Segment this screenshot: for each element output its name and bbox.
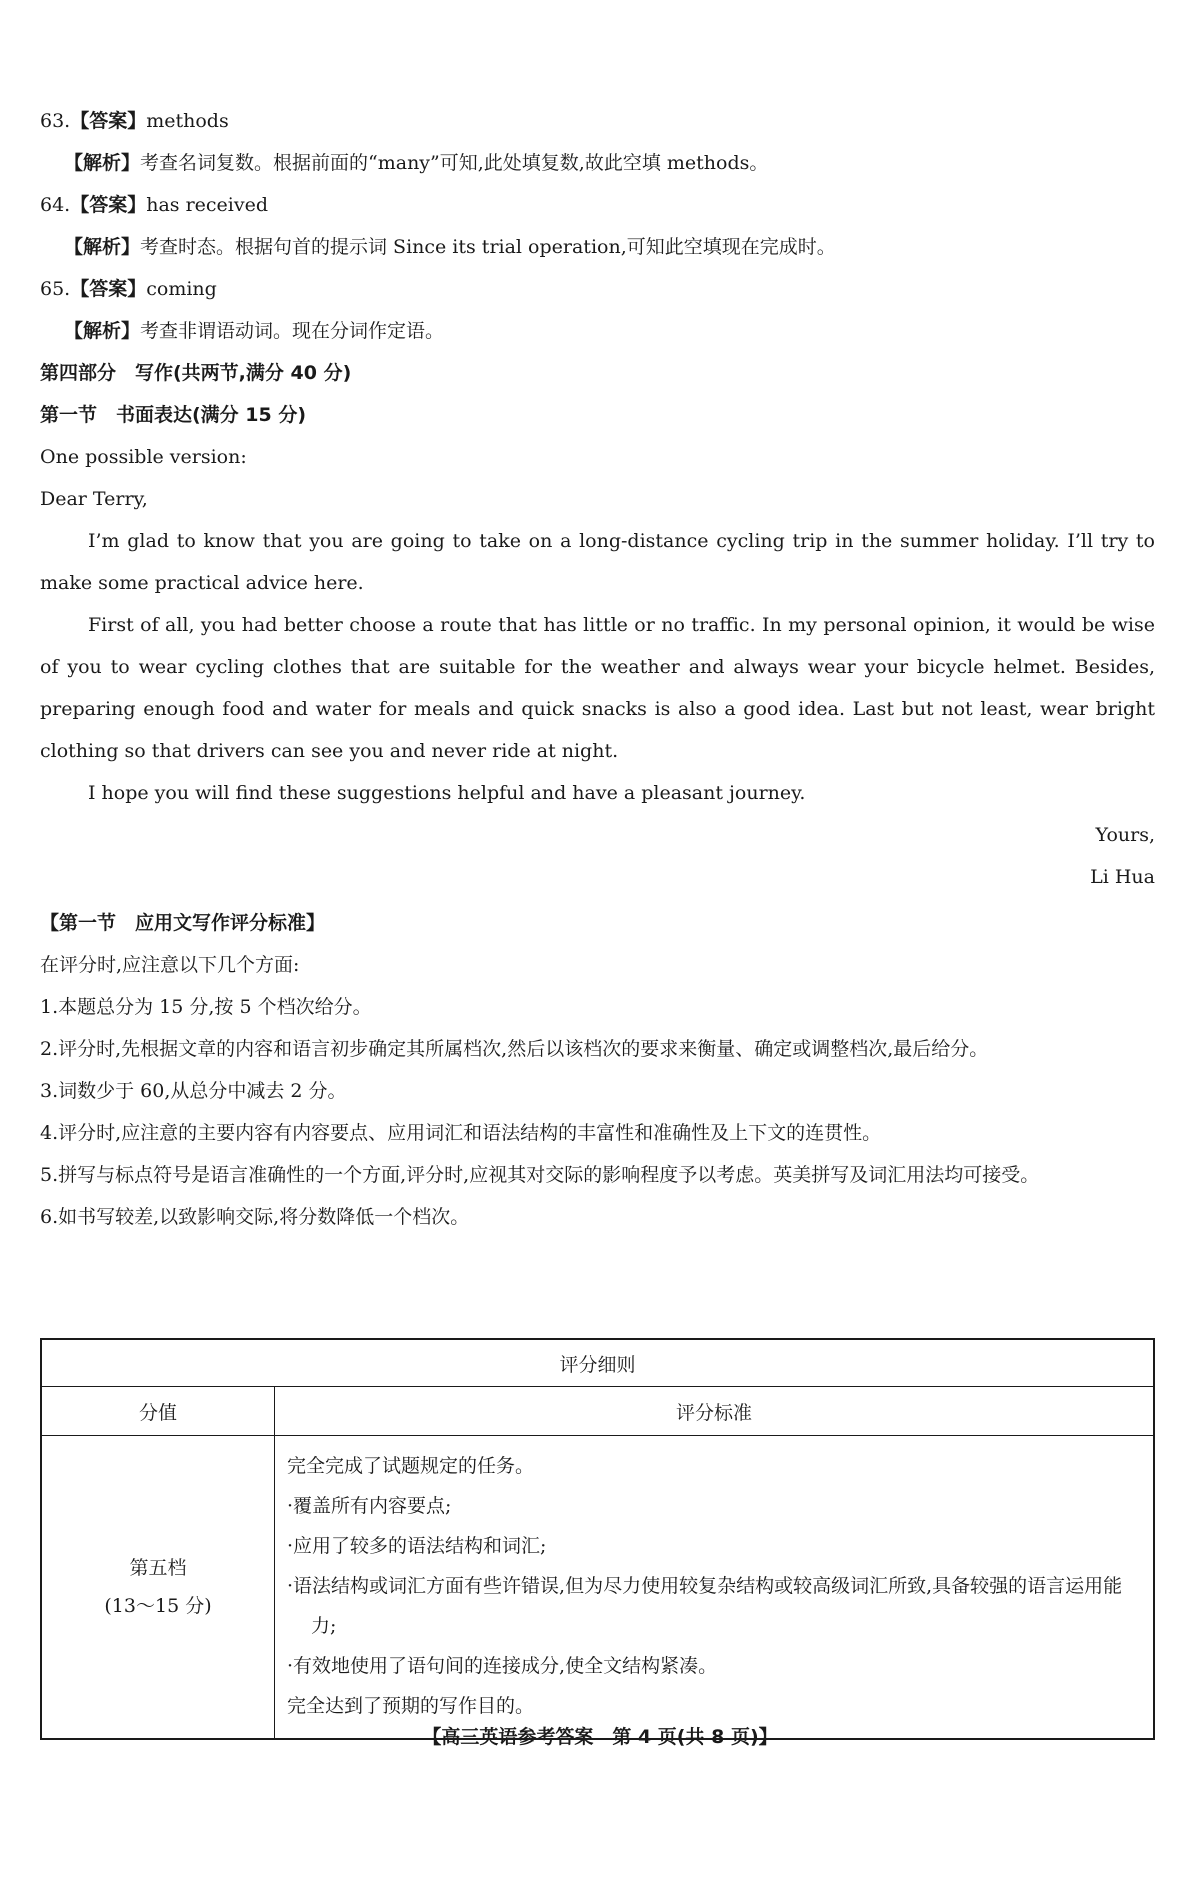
essay-greeting: Dear Terry,: [40, 488, 148, 510]
essay-closing: Yours,: [1095, 824, 1155, 846]
criteria-item-6: 6.如书写较差,以致影响交际,将分数降低一个档次。: [40, 1206, 470, 1228]
level-cell: [41, 1436, 275, 1740]
column-header-criteria: 评分标准: [275, 1387, 1155, 1436]
criteria-title: 【第一节 应用文写作评分标准】: [40, 912, 326, 934]
criteria-intro: 在评分时,应注意以下几个方面:: [40, 954, 300, 976]
essay-intro: One possible version:: [40, 446, 247, 468]
criteria-item-2: 2.评分时,先根据文章的内容和语言初步确定其所属档次,然后以该档次的要求来衡量、确定或调整档次,最后给分。: [40, 1038, 989, 1060]
table-row: [41, 1436, 1154, 1740]
analysis-tag: 【解析】: [64, 152, 141, 174]
question-number: 64.: [40, 194, 71, 216]
section1-title: 第一节 书面表达(满分 15 分): [40, 404, 307, 426]
table-title: 评分细则: [41, 1339, 1154, 1387]
criteria-tail: 完全达到了预期的写作目的。: [287, 1695, 535, 1717]
analysis-text: 考查名词复数。根据前面的“many”可知,此处填复数,故此空填 methods。: [140, 152, 769, 174]
criteria-cell: [275, 1436, 1155, 1740]
part4-title: 第四部分 写作(共两节,满分 40 分): [40, 362, 352, 384]
essay-paragraph-3: I hope you will find these suggestions helpful and have a pleasant journey.: [88, 782, 806, 804]
answer-page: [40, 100, 1155, 1238]
analysis-text: 考查时态。根据句首的提示词 Since its trial operation,可知此空填现在完成时。: [140, 236, 836, 258]
answer-tag: 【答案】: [70, 110, 147, 132]
question-number: 63.: [40, 110, 71, 132]
analysis-tag: 【解析】: [64, 236, 141, 258]
analysis-65: [40, 310, 1155, 352]
essay-paragraph-2: First of all, you had better choose a route that has little or no traffic. In my personal opinion, it would be wise of you to wear cycling clothes that are suitable for the weather and always wear your bicycle helmet. Besides, preparing enough food and water for meals and quick snacks is also a good idea. Last but not least, wear bright clothing so that drivers can see you and never ride at night.: [40, 614, 1155, 762]
answer-63: [40, 100, 1155, 142]
analysis-text: 考查非谓语动词。现在分词作定语。: [140, 320, 445, 342]
answer-text: has received: [146, 194, 269, 216]
criteria-bullet: ·语法结构或词汇方面有些许错误,但为尽力使用较复杂结构或较高级词汇所致,具备较强的语言运用能力;: [287, 1575, 1123, 1637]
level-name: 第五档: [129, 1557, 187, 1579]
analysis-64: [40, 226, 1155, 268]
answer-65: [40, 268, 1155, 310]
criteria-item-5: 5.拼写与标点符号是语言准确性的一个方面,评分时,应视其对交际的影响程度予以考虑。英美拼写及词汇用法均可接受。: [40, 1164, 1040, 1186]
question-number: 65.: [40, 278, 71, 300]
essay-signature: Li Hua: [1090, 866, 1155, 888]
answer-tag: 【答案】: [70, 278, 147, 300]
column-header-score: 分值: [41, 1387, 275, 1436]
criteria-bullet: ·应用了较多的语法结构和词汇;: [287, 1535, 547, 1557]
criteria-bullet: ·覆盖所有内容要点;: [287, 1495, 452, 1517]
criteria-item-1: 1.本题总分为 15 分,按 5 个档次给分。: [40, 996, 372, 1018]
analysis-63: [40, 142, 1155, 184]
essay-paragraph-1: I’m glad to know that you are going to take on a long-distance cycling trip in the summer holiday. I’ll try to make some practical advice here.: [40, 530, 1155, 594]
answer-64: [40, 184, 1155, 226]
page-footer: 【高三英语参考答案 第 4 页(共 8 页)】: [422, 1726, 778, 1748]
criteria-bullet: ·有效地使用了语句间的连接成分,使全文结构紧凑。: [287, 1655, 718, 1677]
criteria-item-3: 3.词数少于 60,从总分中减去 2 分。: [40, 1080, 347, 1102]
level-range: (13～15 分): [104, 1595, 212, 1617]
answer-tag: 【答案】: [70, 194, 147, 216]
scoring-table: [40, 1338, 1155, 1740]
criteria-lead: 完全完成了试题规定的任务。: [287, 1455, 535, 1477]
answer-text: methods: [146, 110, 229, 132]
answer-text: coming: [146, 278, 217, 300]
analysis-tag: 【解析】: [64, 320, 141, 342]
criteria-item-4: 4.评分时,应注意的主要内容有内容要点、应用词汇和语法结构的丰富性和准确性及上下文的连贯性。: [40, 1122, 882, 1144]
